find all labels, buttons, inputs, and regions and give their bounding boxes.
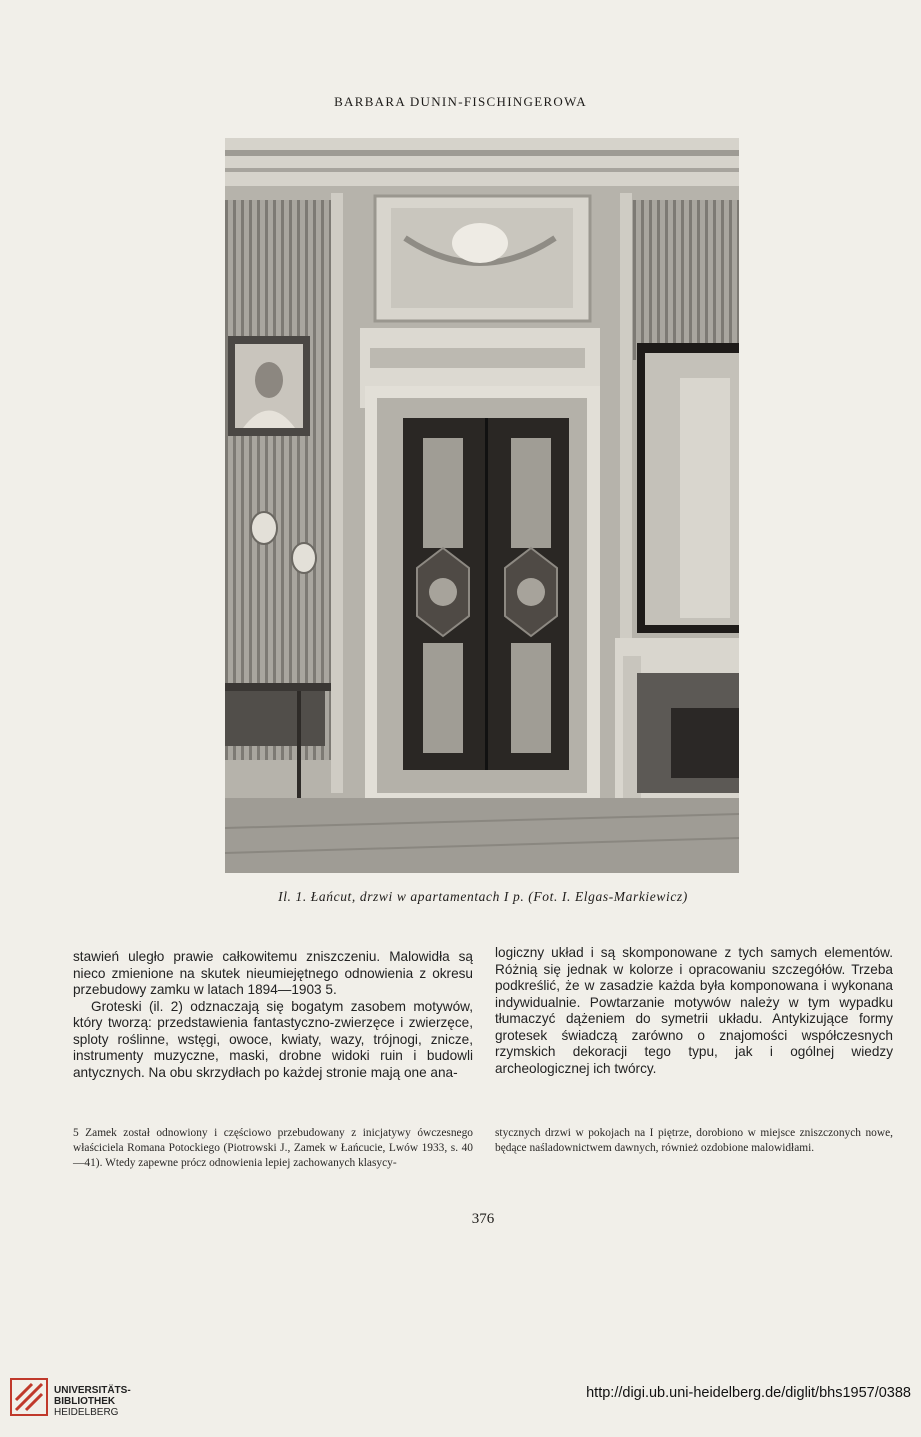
text-column-left: [73, 949, 473, 1081]
library-name: [54, 1385, 131, 1418]
paragraph: logiczny układ i są skomponowane z tych samych elementów. Różnią się jednak w kolorze i opracowaniu szczegółów. Trzeba podkreślić, że w zasadzie każda była komponowana i wykonana indywidualnie. Powtarzanie motywów należy w tym wypadku tłumaczyć dążeniem do symetrii układu. Antykizujące formy grotesek świadczą zarówno o znajomości współczesnych rzymskich dekoracji tego typu, jak i ogólnej wiedzy archeologicznej ich twórcy.: [495, 945, 893, 1076]
door-photograph-drawing: [225, 138, 739, 873]
paragraph: Groteski (il. 2) odznaczają się bogatym zasobem motywów, który tworzą: przedstawienia fantastyczno-zwierzęce i zwierzęce, sploty roślinne, wstęgi, owoce, kwiaty, wazy, trójnogi, znicze, instrumenty muzyczne, maski, drobne widoki ruin i budowli antycznych. Na obu skrzydłach po każdej stronie mają one ana-: [73, 998, 473, 1080]
page-number: 376: [471, 1211, 495, 1227]
digitization-footer: [0, 1370, 921, 1437]
paragraph: stawień uległo prawie całkowitemu zniszczeniu. Malowidła są nieco zmienione na skutek nieumiejętnego odnowienia z okresu przebudowy zamku w latach 1894—1903 5.: [73, 949, 473, 997]
footnote-right: stycznych drzwi w pokojach na I piętrze, dorobiono w miejsce zniszczonych nowe, będące naśladownictwem dawnych, również ozdobione malowidłami.: [495, 1127, 893, 1154]
digitization-url-link[interactable]: http://digi.ub.uni-heidelberg.de/diglit/bhs1957/0388: [586, 1385, 911, 1401]
door-photograph: [225, 138, 739, 873]
footnote-left: 5 Zamek został odnowiony i częściowo przebudowany z inicjatywy ówczesnego właściciela Romana Potockiego (Piotrowski J., Zamek w Łańcucie, Lwów 1933, s. 40—41). Wtedy zapewne prócz odnowienia lepiej zachowanych klasycy-: [73, 1127, 473, 1169]
text-column-right: [495, 945, 893, 1077]
library-name-line: HEIDELBERG: [54, 1407, 119, 1418]
running-head: BARBARA DUNIN-FISCHINGEROWA: [334, 94, 587, 109]
figure-caption: Il. 1. Łańcut, drzwi w apartamentach I p. (Fot. I. Elgas-Markiewicz): [278, 889, 688, 904]
library-name-line: BIBLIOTHEK: [54, 1396, 116, 1407]
library-name-line: UNIVERSITÄTS-: [54, 1385, 131, 1396]
library-logo-icon: [10, 1378, 48, 1416]
